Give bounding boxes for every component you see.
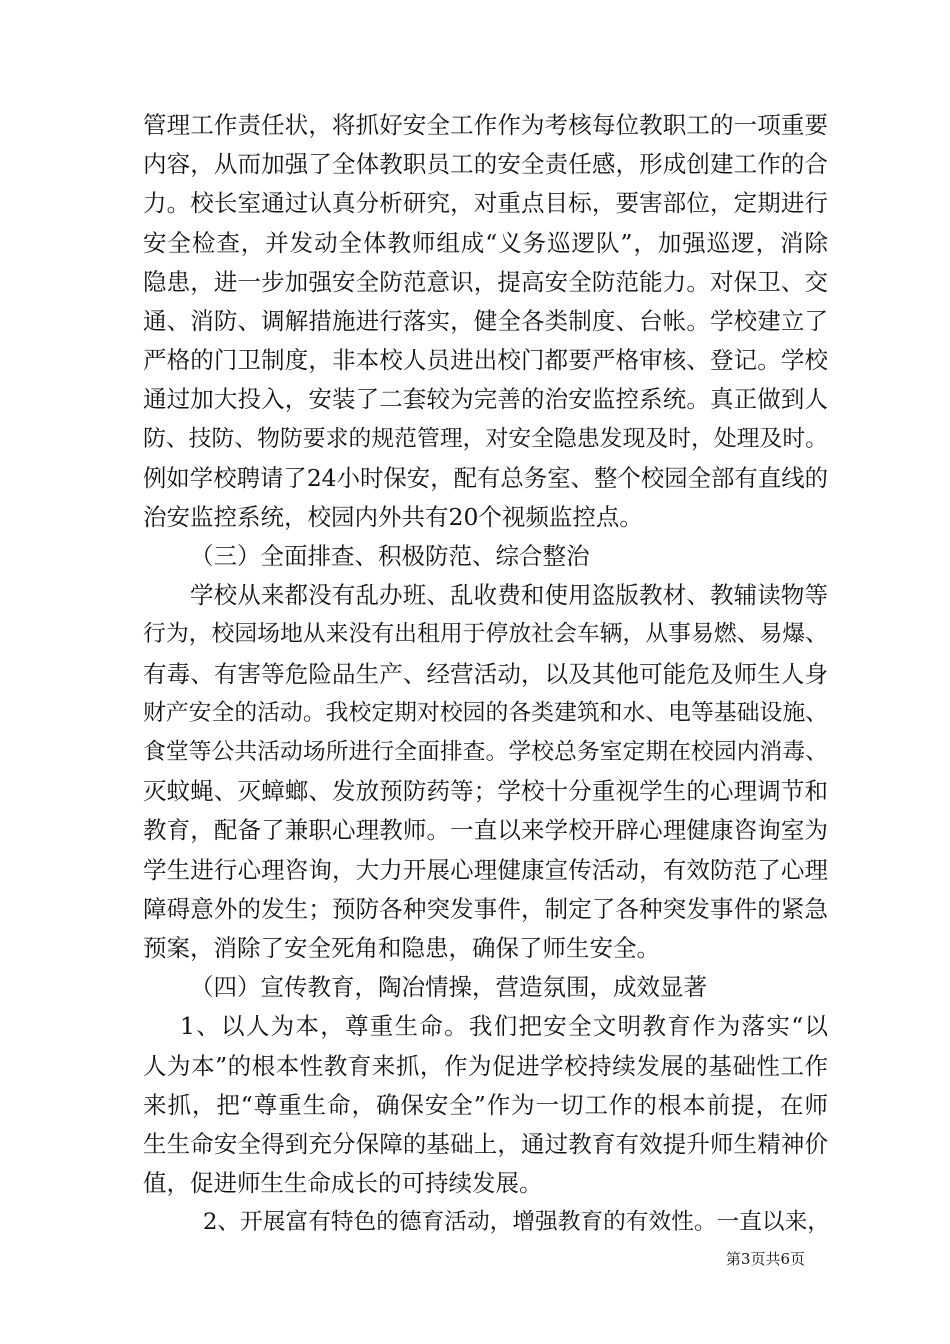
text-line: 通、消防、调解措施进行落实，健全各类制度、台帐。学校建立了 xyxy=(143,306,828,335)
text-line: （四）宣传教育，陶冶情操，营造氛围，成效显著 xyxy=(190,973,707,1002)
text-line: 例如学校聘请了24小时保安，配有总务室、整个校园全部有直线的 xyxy=(143,463,828,492)
text-line: 学校从来都没有乱办班、乱收费和使用盗版教材、教辅读物等 xyxy=(190,581,828,610)
page-number: 第3页共6页 xyxy=(725,1250,805,1268)
text-line: （三）全面排查、积极防范、综合整治 xyxy=(190,542,590,571)
text-line: 力。校长室通过认真分析研究，对重点目标，要害部位，定期进行 xyxy=(143,189,828,218)
text-line: 教育，配备了兼职心理教师。一直以来学校开辟心理健康咨询室为 xyxy=(143,816,828,845)
body-text xyxy=(143,106,828,1242)
text-line: 财产安全的活动。我校定期对校园的各类建筑和水、电等基础设施、 xyxy=(143,699,828,726)
text-line: 来抓，把“尊重生命，确保安全”作为一切工作的根本前提，在师 xyxy=(143,1090,828,1119)
text-line: 管理工作责任状，将抓好安全工作作为考核每位教职工的一项重要 xyxy=(143,111,828,139)
text-line: 预案，消除了安全死角和隐患，确保了师生安全。 xyxy=(143,933,660,962)
text-line: 食堂等公共活动场所进行全面排查。学校总务室定期在校园内消毒、 xyxy=(143,739,828,765)
text-line: 治安监控系统，校园内外共有20个视频监控点。 xyxy=(143,502,643,531)
text-line: 灭蚊蝇、灭蟑螂、发放预防药等；学校十分重视学生的心理调节和 xyxy=(143,777,828,806)
text-line: 通过加大投入，安装了二套较为完善的治安监控系统。真正做到人 xyxy=(143,385,828,414)
text-line: 隐患，进一步加强安全防范意识，提高安全防范能力。对保卫、交 xyxy=(143,267,828,296)
text-line: 1、以人为本，尊重生命。我们把安全文明教育作为落实“以 xyxy=(180,1012,828,1041)
text-line: 防、技防、物防要求的规范管理，对安全隐患发现及时，处理及时。 xyxy=(143,425,828,452)
text-line: 学生进行心理咨询，大力开展心理健康宣传活动，有效防范了心理 xyxy=(143,855,828,884)
text-line: 障碍意外的发生；预防各种突发事件，制定了各种突发事件的紧急 xyxy=(143,894,828,923)
text-line: 有毒、有害等危险品生产、经营活动，以及其他可能危及师生人身 xyxy=(143,659,828,688)
text-line: 严格的门卫制度，非本校人员进出校门都要严格审核、登记。学校 xyxy=(143,346,828,375)
text-line: 内容，从而加强了全体教职员工的安全责任感，形成创建工作的合 xyxy=(143,150,828,179)
text-line: 安全检查，并发动全体教师组成“义务巡逻队”，加强巡逻，消除 xyxy=(143,228,828,257)
text-line: 生生命安全得到充分保障的基础上，通过教育有效提升师生精神价 xyxy=(143,1129,828,1158)
text-line: 行为，校园场地从来没有出租用于停放社会车辆，从事易燃、易爆、 xyxy=(143,621,828,648)
text-line: 值，促进师生生命成长的可持续发展。 xyxy=(143,1169,543,1198)
text-line: 2、开展富有特色的德育活动，增强教育的有效性。一直以来， xyxy=(203,1209,830,1236)
text-line: 人为本”的根本性教育来抓，作为促进学校持续发展的基础性工作 xyxy=(143,1051,828,1080)
